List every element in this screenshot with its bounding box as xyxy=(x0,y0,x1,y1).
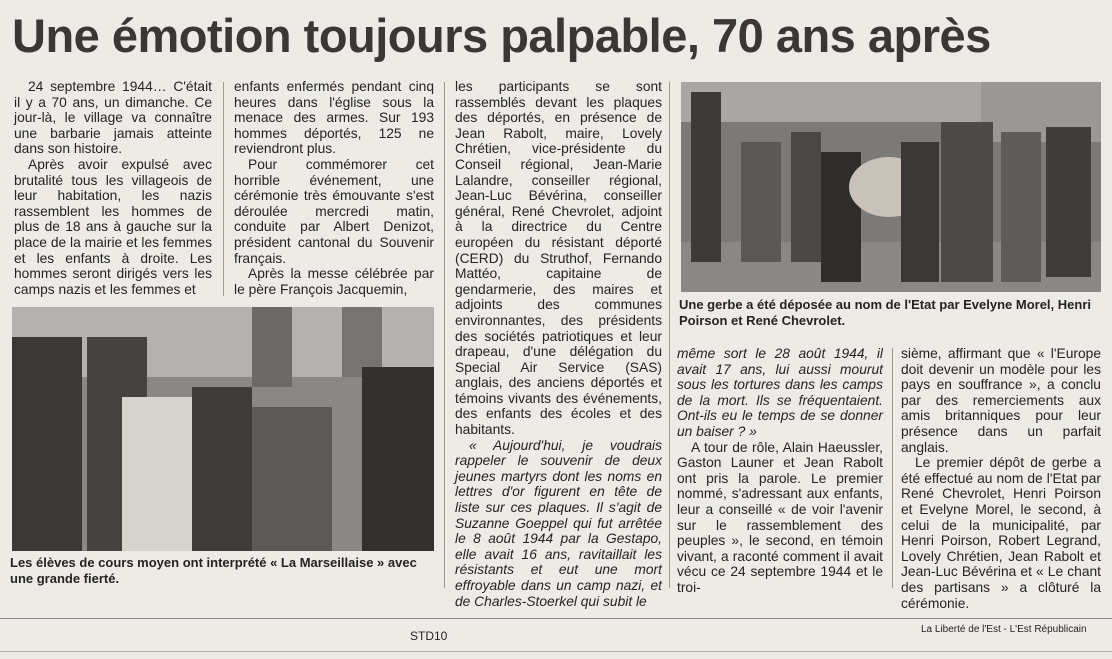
paragraph: A tour de rôle, Alain Haeussler, Gaston Launer et Jean Rabolt ont pris la parole. Le premier nommé, s'adressant aux enfants, leur a conseillé « de voir l'avenir sur le rassemblement des peuples », le second, en témoin vivant, a raconté comment il avait vécu ce 24 septembre 1944 et le troi- xyxy=(677,439,883,595)
paragraph: 24 septembre 1944… C'était il y a 70 ans, un dimanche. Ce jour-là, le village va connaître une barbarie jamais atteinte dans son histoire. xyxy=(14,79,212,157)
article-column-1 xyxy=(14,79,212,297)
paragraph: enfants enfermés pendant cinq heures dans l'église sous la menace des armes. Sur 193 hommes déportés, 125 ne reviendront plus. xyxy=(234,79,434,157)
article-column-4 xyxy=(677,346,883,596)
paragraph: Pour commémorer cet horrible événement, une cérémonie très émouvante s'est déroulée mercredi matin, conduite par Albert Denizot, président cantonal du Souvenir français. xyxy=(234,156,434,266)
photo-wreath-ceremony xyxy=(681,82,1101,292)
column-rule xyxy=(223,82,224,296)
article-column-2 xyxy=(234,79,434,297)
paragraph: Après avoir expulsé avec brutalité tous les villageois de leur habitation, les nazis rassemblent les hommes de plus de 18 ans à gauche sur la place de la mairie et les femmes et les enfants à droite. Les hommes seront dirigés vers les camps nazis et les femmes et xyxy=(14,156,212,297)
column-rule xyxy=(444,82,445,588)
article-headline: Une émotion toujours palpable, 70 ans après xyxy=(12,9,991,62)
newspaper-name: La Liberté de l'Est - L'Est Républicain xyxy=(921,624,1087,635)
page-code: STD10 xyxy=(410,629,448,643)
footer-rule xyxy=(0,618,1112,619)
paragraph-quote: « Aujourd'hui, je voudrais rappeler le souvenir de deux jeunes martyrs dont les noms en lettres d'or figurent en tête de liste sur ces plaques. Il s'agit de Suzanne Goeppel qui fut arrêtée le 8 août 1944 par la Gestapo, elle avait 16 ans, ravitaillait les résistants et eut une mort effroyable dans un camp nazi, et de Charles-Stoerkel qui subit le xyxy=(455,437,662,609)
paragraph: Après la messe célébrée par le père François Jacquemin, xyxy=(234,266,434,297)
photo-caption-top: Une gerbe a été déposée au nom de l'Etat par Evelyne Morel, Henri Poirson et René Chevrolet. xyxy=(679,297,1091,328)
paragraph: les participants se sont rassemblés devant les plaques des déportés, en présence de Jean Rabolt, maire, Lovely Chrétien, vice-présidente du Conseil régional, Jean-Marie Lalandre, conseiller régional, Jean-Luc Bévérina, conseiller général, René Chevrolet, adjoint à la directrice du Centre européen du résistant déporté (CERD) du Struthof, Fernando Mattéo, capitaine de gendarmerie, des maires et adjoints des communes environnantes, des présidents des sociétés patriotiques et leur drapeau, d'une délégation du Special Air Service (SAS) anglais, des anciens déportés et témoins vivants des événements, des enfants des écoles et des habitants. xyxy=(455,79,662,438)
paragraph-quote: même sort le 28 août 1944, il avait 17 ans, lui aussi mourut sous les tortures dans les camps de la mort. Ils se fréquentaient. Ont-ils eu le temps de se donner un baiser ? » xyxy=(677,346,883,439)
photo-caption-bottom: Les élèves de cours moyen ont interprété « La Marseillaise » avec une grande fierté. xyxy=(10,555,417,586)
footer-rule xyxy=(0,651,1112,652)
article-column-3 xyxy=(455,79,662,609)
photo-children-choir xyxy=(12,307,434,551)
column-rule xyxy=(892,348,893,588)
paragraph: Le premier dépôt de gerbe a été effectué au nom de l'Etat par René Chevrolet, Henri Poirson et Evelyne Morel, le second, à celui de la municipalité, par Henri Poirson, Robert Legrand, Lovely Chrétien, Jean Rabolt et Jean-Luc Bévérina et « Le chant des partisans » a clôturé la cérémonie. xyxy=(901,455,1101,611)
column-rule xyxy=(669,82,670,588)
paragraph: sième, affirmant que « l'Europe doit devenir un modèle pour les pays en souffrance », a conclu par des remerciements aux amis britanniques pour leur présence dans un parfait anglais. xyxy=(901,346,1101,455)
article-column-5 xyxy=(901,346,1101,611)
